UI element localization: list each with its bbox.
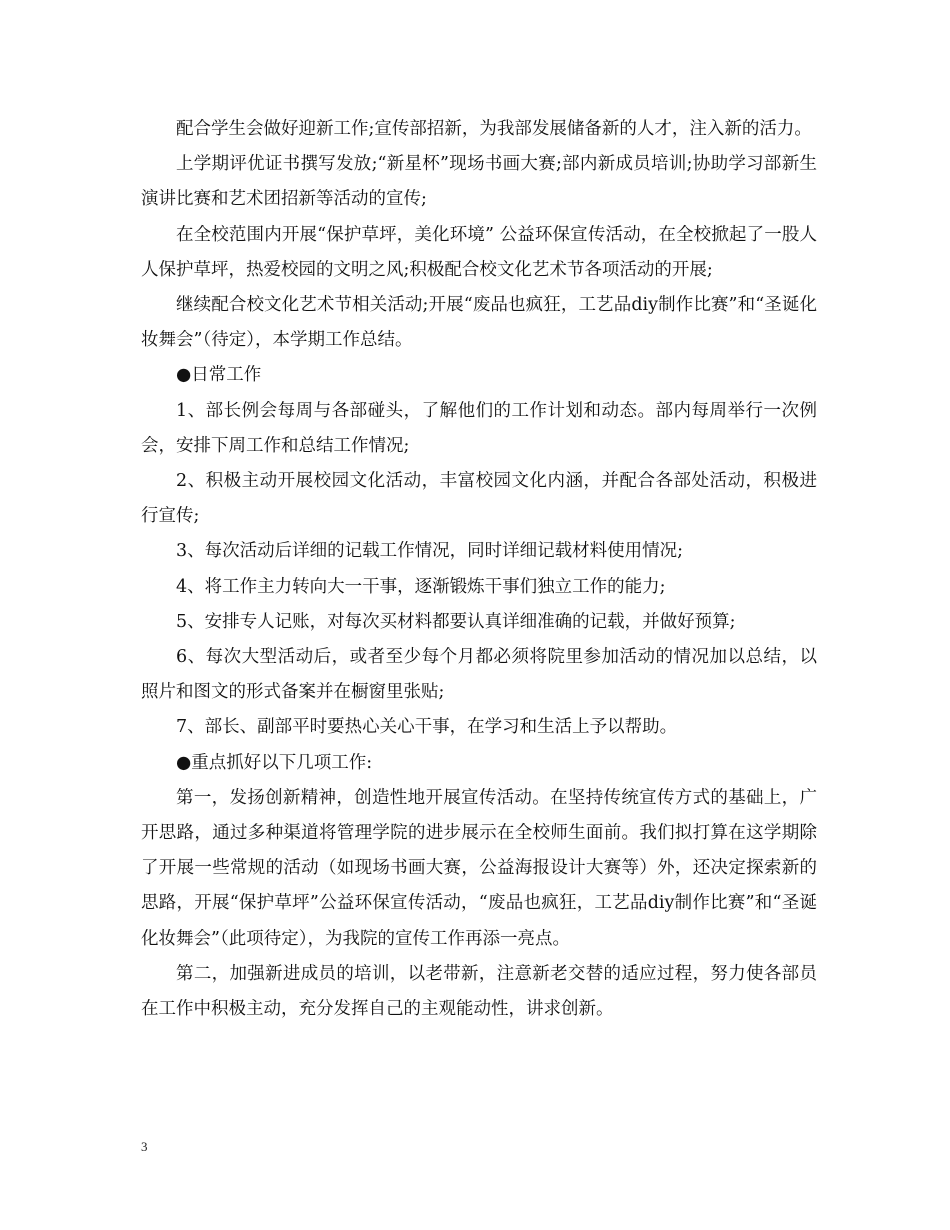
paragraph-welcome-work: 配合学生会做好迎新工作;宣传部招新，为我部发展储备新的人才，注入新的活力。 <box>176 119 812 139</box>
paragraph-first-point: 第一，发扬创新精神，创造性地开展宣传活动。在坚持传统宣传方式的基础上，广开思路，通过多种渠道将管理学院的进步展示在全校师生面前。我们拟打算在这学期除了开展一些常规的活动（如现场书画大赛，公益海报设计大赛等）外，还决定探索新的思路，开展“保护草坪”公益环保宣传活动，“废品也疯狂，工艺品diy制作比赛”和“圣诞化妆舞会”（此项待定），为我院的宣传工作再添一亮点。 <box>141 787 817 949</box>
page-number: 3 <box>141 1139 148 1154</box>
list-item-7: 7、部长、副部平时要热心关心干事，在学习和生活上予以帮助。 <box>176 717 678 738</box>
list-item-4: 4、将工作主力转向大一干事，逐渐锻炼干事们独立工作的能力; <box>176 576 666 597</box>
list-item-3: 3、每次活动后详细的记载工作情况，同时详细记载材料使用情况; <box>176 541 684 562</box>
paragraph-lawn-campaign: 在全校范围内开展“保护草坪，美化环境” 公益环保宣传活动，在全校掀起了一股人人保护草坪，热爱校园的文明之风;积极配合校文化艺术节各项活动的开展; <box>141 224 817 280</box>
paragraph-last-semester: 上学期评优证书撰写发放;“新星杯”现场书画大赛;部内新成员培训;协助学习部新生演讲比赛和艺术团招新等活动的宣传; <box>141 154 817 210</box>
paragraph-second-point: 第二，加强新进成员的培训，以老带新，注意新老交替的适应过程，努力使各部员在工作中积极主动，充分发挥自己的主观能动性，讲求创新。 <box>141 963 817 1020</box>
list-item-2: 2、积极主动开展校园文化活动，丰富校园文化内涵，并配合各部处活动，积极进行宣传; <box>141 471 817 527</box>
list-item-1: 1、部长例会每周与各部碰头，了解他们的工作计划和动态。部内每周举行一次例会，安排下周工作和总结工作情况; <box>141 400 817 456</box>
list-item-5: 5、安排专人记账，对每次买材料都要认真详细准确的记载，并做好预算; <box>176 611 736 632</box>
section-heading-daily-work: ●日常工作 <box>176 365 262 386</box>
paragraph-art-festival: 继续配合校文化艺术节相关活动;开展“废品也疯狂，工艺品diy制作比赛”和“圣诞化妆舞会”（待定），本学期工作总结。 <box>141 295 817 351</box>
document-body <box>141 112 817 1027</box>
section-heading-key-work: ●重点抓好以下几项工作: <box>176 752 373 773</box>
list-item-6: 6、每次大型活动后，或者至少每个月都必须将院里参加活动的情况加以总结，以照片和图文的形式备案并在橱窗里张贴; <box>141 647 817 703</box>
